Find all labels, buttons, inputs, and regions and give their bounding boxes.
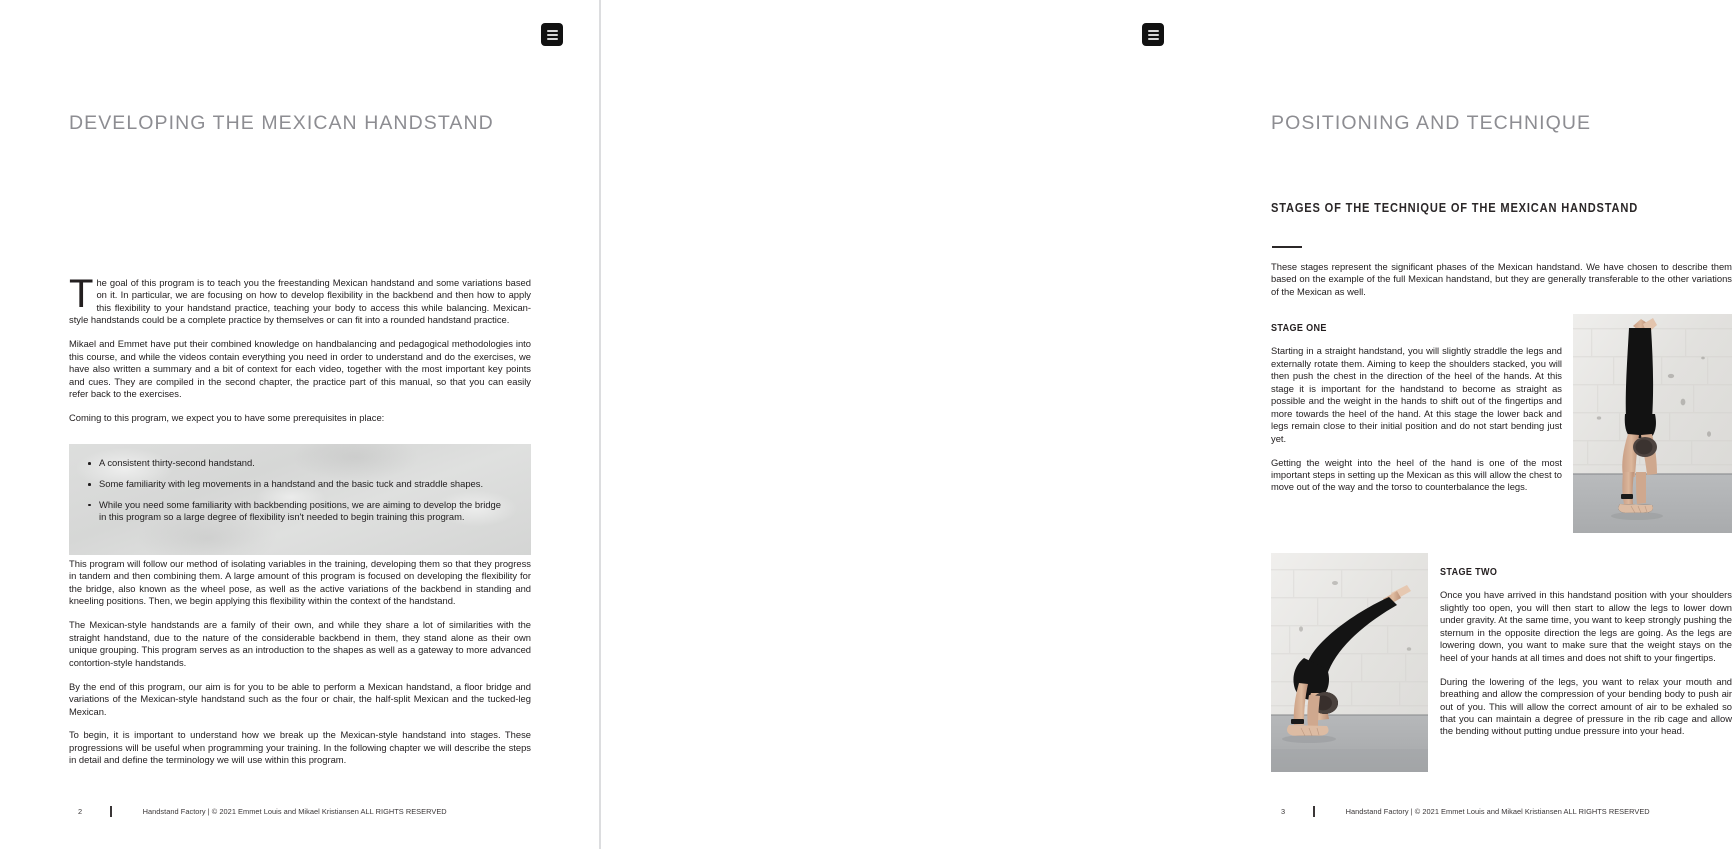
- section-rule: [1272, 246, 1302, 248]
- paragraph-text: he goal of this program is to teach you the freestanding Mexican handstand and some variations based on it. In particular, we are focusing on how to develop flexibility in the backbend and then how to apply this flexibility to your handstand practice, teaching your body to access this while balancing. Mexican-style handstands could be a complete practice by themselves or can fit into a rounded handstand practice.: [69, 277, 531, 326]
- left-body-column: [69, 272, 531, 425]
- stage-two-label: STAGE TWO: [1440, 566, 1498, 578]
- section-intro: [1271, 261, 1732, 298]
- page-number: 2: [78, 807, 83, 816]
- paragraph: This program will follow our method of isolating variables in the training, developing them so that they progress in tandem and then combining them. A large amount of this program is focused on developing the flexibility for the bridge, also known as the wheel pose, as well as the active variations of the backbend in standing and kneeling positions. Then, we begin applying this flexibility within the context of the handstand.: [69, 558, 531, 607]
- footer-divider: [110, 806, 112, 817]
- menu-bar-2: [1148, 34, 1159, 36]
- paragraph: [69, 272, 531, 327]
- paragraph: During the lowering of the legs, you want to relax your mouth and breathing and allow the compression of your bending body to push air out of you. This will allow the correct amount of air to be exhaled so that you can maintain a degree of pressure in the rib cage and allow the bending without putting undue pressure into your head.: [1440, 675, 1732, 737]
- drop-cap: T: [69, 272, 94, 316]
- menu-bar-1: [1148, 30, 1159, 32]
- list-item: Some familiarity with leg movements in a handstand and the basic tuck and straddle shapes.: [99, 478, 501, 490]
- photo-graphic: [1271, 553, 1428, 772]
- stage-two-block: [1440, 566, 1732, 738]
- prerequisites-callout: [69, 444, 531, 555]
- page-number: 3: [1281, 807, 1286, 816]
- menu-bar-2: [547, 34, 558, 36]
- page-right: [600, 0, 1732, 849]
- list-item: A consistent thirty-second handstand.: [99, 457, 501, 469]
- paragraph: Getting the weight into the heel of the hand is one of the most important steps in setting up the Mexican as this will allow the chest to move out of the way and the torso to counterbalance the legs.: [1271, 456, 1562, 493]
- menu-bar-3: [547, 38, 558, 40]
- paragraph: Coming to this program, we expect you to have some prerequisites in place:: [69, 412, 385, 424]
- paragraph: Starting in a straight handstand, you will slightly straddle the legs and externally rotate them. Aiming to keep the shoulders stacked, you will then push the chest in the direction of the heel of the hands. At this stage it is important for the handstand to become as straight as possible and the weight in the hands to shift out of the fingertips and more towards the heel of the hand. At this stage the lower back and legs remain close to their initial position and do not start bending just yet.: [1271, 345, 1562, 444]
- paragraph: To begin, it is important to understand how we break up the Mexican-style handstand into stages. These progressions will be useful when programming your training. In the following chapter we will describe the steps in detail and define the terminology we will use within this program.: [69, 729, 531, 766]
- list-menu-icon[interactable]: [541, 23, 563, 46]
- page-footer: [1281, 806, 1650, 817]
- straight-handstand-photo: [1573, 314, 1732, 533]
- paragraph: These stages represent the significant phases of the Mexican handstand. We have chosen to describe them based on the example of the full Mexican handstand, but they are generally transferable to the other variations of the Mexican as well.: [1271, 261, 1732, 297]
- photo-graphic: [1573, 314, 1732, 533]
- list-menu-icon[interactable]: [1142, 23, 1164, 46]
- list-item: While you need some familiarity with backbending positions, we are aiming to develop the bridge in this program so a large degree of flexibility isn't needed to begin training this program.: [99, 498, 501, 523]
- mexican-handstand-bend-photo: [1271, 553, 1428, 772]
- page-left: [0, 0, 600, 849]
- menu-bar-3: [1148, 38, 1159, 40]
- stage-one-label: STAGE ONE: [1271, 322, 1327, 334]
- prerequisites-list: [85, 457, 501, 524]
- paragraph: Once you have arrived in this handstand position with your shoulders slightly too open, you will then start to allow the legs to lower down under gravity. At the same time, you want to keep strongly pushing the sternum in the opposite direction the legs are going. As the legs are lowering down, you want to make sure that the weight stays on the heel of your hands at all times and does not shift to your fingertips.: [1440, 589, 1732, 663]
- page-title: POSITIONING AND TECHNIQUE: [1271, 112, 1592, 134]
- paragraph: By the end of this program, our aim is for you to be able to perform a Mexican handstand, a floor bridge and variations of the Mexican-style handstand such as the four or chair, the half-split Mexican and the tucked-leg Mexican.: [69, 680, 531, 717]
- paragraph: The Mexican-style handstands are a family of their own, and while they share a lot of similarities with the straight handstand, due to the nature of the considerable backbend in them, they stand alone as their own unique grouping. This program serves as an introduction to the shapes as well as a gateway to more advanced contortion-style handstands.: [69, 619, 531, 668]
- page-footer: [78, 806, 447, 817]
- footer-text: Handstand Factory | © 2021 Emmet Louis and Mikael Kristiansen ALL RIGHTS RESERVED: [1345, 807, 1650, 816]
- footer-text: Handstand Factory | © 2021 Emmet Louis and Mikael Kristiansen ALL RIGHTS RESERVED: [142, 807, 447, 816]
- page-title: DEVELOPING THE MEXICAN HANDSTAND: [69, 112, 494, 134]
- left-body-column-lower: [69, 558, 531, 767]
- paragraph: Mikael and Emmet have put their combined knowledge on handbalancing and pedagogical methodologies into this course, and while the videos contain everything you need in order to understand and do the exercises, we have also written a summary and a bit of context for each video, together with the most important key points and cues. They are compiled in the second chapter, the practice part of this manual, so that you can easily refer back to the exercises.: [69, 338, 531, 400]
- menu-bar-1: [547, 30, 558, 32]
- section-heading: STAGES OF THE TECHNIQUE OF THE MEXICAN HANDSTAND: [1271, 201, 1639, 215]
- footer-divider: [1313, 806, 1315, 817]
- page-gutter-divider: [599, 0, 601, 849]
- stage-one-block: [1271, 322, 1562, 494]
